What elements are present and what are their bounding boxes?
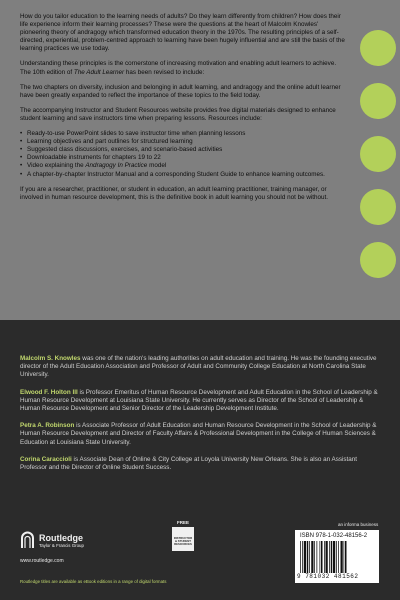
resource-item: • Ready-to-use PowerPoint slides to save instructor time when planning lessons: [20, 130, 348, 138]
barcode-bar: [314, 541, 315, 573]
barcode-bar: [304, 541, 306, 573]
barcode-icon: [300, 541, 374, 573]
description-paragraph: Understanding these principles is the cornerstone of increasing motivation and enabling adult learners to achieve. The 10th edition of The Adult Learner has been revised to include:: [20, 60, 337, 76]
barcode-bar: [309, 541, 310, 573]
green-dot: [360, 30, 396, 66]
barcode-bar: [344, 541, 345, 573]
green-dot: [360, 189, 396, 225]
ebook-note: Routledge titles are available as eBook editions in a range of digital formats: [20, 579, 167, 584]
barcode-bar: [336, 541, 337, 573]
resource-item: • Downloadable instruments for chapters 19 to 22: [20, 154, 348, 162]
author-bio: Elwood F. Holton III is Professor Emeritus of Human Resource Development and Adult Education in the School of Leadership & Human Resource Development at Louisiana State University. He currently serves as Director of the School of Leadership & Human Resource Development and Senior Director of the Leadership Development Institute.: [20, 388, 378, 413]
author-bio: Petra A. Robinson is Associate Professor of Adult Education and Human Resource Development in the School of Leadership & Human Resource Development and Director of Faculty Affairs & Professional Development in the College of Human Sciences & Education at Louisiana State University.: [20, 422, 377, 446]
green-dot: [360, 136, 396, 172]
barcode-bar: [329, 541, 330, 573]
publisher-group: Taylor & Francis Group: [39, 542, 84, 548]
book-description: [20, 13, 348, 209]
barcode-bar: [311, 541, 313, 573]
publisher-name: Routledge: [39, 532, 83, 543]
free-resources-badge: [167, 520, 199, 551]
barcode-bar: [307, 541, 309, 573]
barcode-bar: [324, 541, 325, 573]
author-name: Corina Caraccioli: [20, 455, 72, 463]
barcode-digits: 9 781032 481562: [297, 573, 359, 580]
author-name: Elwood F. Holton III: [20, 388, 78, 396]
routledge-logo-icon: [20, 530, 35, 550]
barcode-bar: [326, 541, 328, 573]
description-paragraph: If you are a researcher, practitioner, or student in education, an adult learning practitioner, training manager, or involved in human resource development, this is the definitive book in adult learning you should not be without.: [20, 185, 329, 201]
barcode-bar: [345, 541, 347, 573]
book-title-italic: The Adult Learner: [73, 68, 125, 76]
description-paragraph: The accompanying Instructor and Student Resources website provides free digital materials designed to enhance student learning and save instructors time when preparing lessons. Resources include: • Ready-to-use PowerPoint slides to save instructor time when planning lessons • Learning objectives and part outlines for structured learning • Suggested class discussions, exercises, and scenario-based activities • Downloadable instruments for chapters 19 to 22 • Video explaining the Andragogy In Practice model • A chapter-by-chapter Instructor Manual and a corresponding Student Guide to enhance learning outcomes.: [20, 107, 348, 179]
green-dot: [360, 242, 396, 278]
barcode-bar: [317, 541, 318, 573]
resource-item: • A chapter-by-chapter Instructor Manual and a corresponding Student Guide to enhance learning outcomes.: [20, 171, 348, 179]
barcode-bar: [338, 541, 339, 573]
author-name: Malcolm S. Knowles: [20, 355, 81, 362]
barcode-bar: [333, 541, 335, 573]
author-name: Petra A. Robinson: [20, 422, 75, 430]
informa-business: an informa business: [338, 522, 379, 527]
resource-item: • Video explaining the Andragogy In Practice model: [20, 162, 348, 170]
isbn-label: ISBN 978-1-032-48156-2: [300, 533, 368, 539]
author-bio: Corina Caraccioli is Associate Dean of Online & City College at Loyola University New Orleans. She is also an Assistant Professor and the Director of Online Student Success.: [20, 455, 358, 472]
resource-list: [20, 130, 348, 179]
free-label: FREE: [176, 520, 189, 525]
barcode-bar: [331, 541, 333, 573]
publisher-url: www.routledge.com: [20, 558, 64, 564]
description-paragraph: How do you tailor education to the learning needs of adults? Do they learn differently from children? How does their life experience inform their learning processes? These were the questions at the heart of Malcolm Knowles' pioneering theory of andragogy which transformed education theory in the 1970s. The resulting principles of a self-directed, experiential, problem-centred approach to learning have been hugely influential and are still the basis of the learning practices we use today.: [20, 13, 345, 53]
green-dot: [360, 83, 396, 119]
publisher-logo: [20, 530, 84, 550]
barcode-bar: [320, 541, 321, 573]
barcode-bar: [341, 541, 343, 573]
barcode-bar: [300, 541, 301, 573]
author-bios: [20, 355, 378, 481]
barcode-bar: [302, 541, 303, 573]
barcode-bar: [321, 541, 323, 573]
decorative-dots: [360, 30, 400, 295]
author-bio: Malcolm S. Knowles was one of the nation's leading authorities on adult education and training. He was the founding executive director of the Adult Education Association and Professor of Adult and Community College Education at North Carolina State University.: [20, 355, 377, 379]
description-paragraph: The two chapters on diversity, inclusion and belonging in adult learning, and andragogy and the online adult learner have been greatly expanded to reflect the importance of these topics to the field today.: [20, 83, 341, 99]
resources-box-icon: INSTRUCTOR & STUDENT RESOURCES: [172, 527, 194, 551]
resource-item: • Learning objectives and part outlines for structured learning: [20, 138, 348, 146]
resource-item: • Suggested class discussions, exercises, and scenario-based activities: [20, 146, 348, 154]
isbn-barcode-box: [295, 530, 379, 583]
